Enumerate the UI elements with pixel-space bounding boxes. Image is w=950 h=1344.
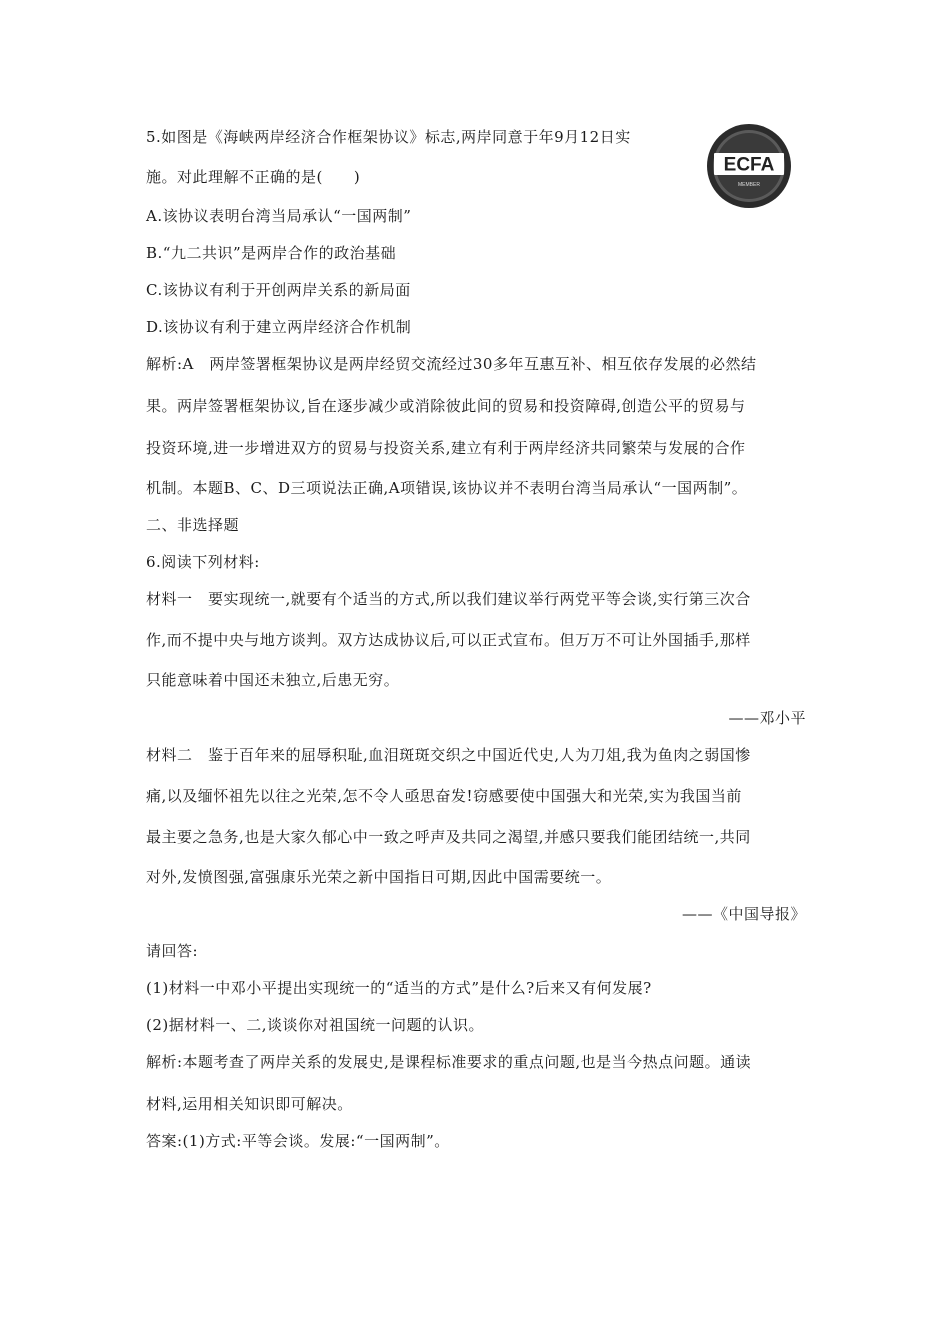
q5-analysis-line-3: 投资环境,进一步增进双方的贸易与投资关系,建立有利于两岸经济共同繁荣与发展的合作: [146, 439, 746, 457]
q5-stem-line-2: 施。对此理解不正确的是( ): [146, 168, 361, 186]
material-2-source: ——《中国导报》: [681, 905, 806, 923]
q6-prompt: 请回答:: [146, 942, 199, 960]
material-2-line-4: 对外,发愤图强,富强康乐光荣之新中国指日可期,因此中国需要统一。: [146, 868, 612, 886]
material-2-line-3: 最主要之急务,也是大家久郁心中一致之呼声及共同之渴望,并感只要我们能团结统一,共同: [146, 828, 751, 846]
q6-intro: 6.阅读下列材料:: [146, 553, 260, 571]
q5-analysis-line-2: 果。两岸签署框架协议,旨在逐步减少或消除彼此间的贸易和投资障碍,创造公平的贸易与: [146, 397, 746, 415]
q6-question-2: (2)据材料一、二,谈谈你对祖国统一问题的认识。: [146, 1016, 485, 1034]
q5-option-b: B.“九二共识”是两岸合作的政治基础: [146, 244, 397, 262]
q5-option-d: D.该协议有利于建立两岸经济合作机制: [146, 318, 412, 336]
section-heading: 二、非选择题: [146, 516, 240, 534]
q6-analysis-line-2: 材料,运用相关知识即可解决。: [146, 1095, 353, 1113]
q5-option-c: C.该协议有利于开创两岸关系的新局面: [146, 281, 411, 299]
q5-analysis-line-4: 机制。本题B、C、D三项说法正确,A项错误,该协议并不表明台湾当局承认“一国两制”。: [146, 479, 748, 497]
q5-option-a: A.该协议表明台湾当局承认“一国两制”: [146, 207, 412, 225]
q5-analysis-line-1: 解析:A 两岸签署框架协议是两岸经贸交流经过30多年互惠互补、相互依存发展的必然结: [146, 355, 757, 373]
ecfa-logo-text: ECFA: [723, 154, 775, 176]
material-1-line-2: 作,而不提中央与地方谈判。双方达成协议后,可以正式宣布。但万万不可让外国插手,那样: [146, 631, 751, 649]
ecfa-logo-subtext: MEMBER: [738, 182, 760, 188]
material-1-line-3: 只能意味着中国还未独立,后患无穷。: [146, 671, 400, 689]
material-2-line-2: 痛,以及缅怀祖先以往之光荣,怎不令人亟思奋发!窃感要使中国强大和光荣,实为我国当前: [146, 787, 742, 805]
q6-question-1: (1)材料一中邓小平提出实现统一的“适当的方式”是什么?后来又有何发展?: [146, 979, 652, 997]
q5-stem-line-1: 5.如图是《海峡两岸经济合作框架协议》标志,两岸同意于年9月12日实: [146, 128, 631, 146]
material-1-source: ——邓小平: [728, 709, 806, 727]
material-1-line-1: 材料一 要实现统一,就要有个适当的方式,所以我们建议举行两党平等会谈,实行第三次合: [146, 590, 751, 608]
q6-answer: 答案:(1)方式:平等会谈。发展:“一国两制”。: [146, 1132, 450, 1150]
material-2-line-1: 材料二 鉴于百年来的屈辱积耻,血泪斑斑交织之中国近代史,人为刀俎,我为鱼肉之弱国惨: [146, 746, 751, 764]
q6-analysis-line-1: 解析:本题考查了两岸关系的发展史,是课程标准要求的重点问题,也是当今热点问题。通读: [146, 1053, 752, 1071]
ecfa-logo: [706, 123, 792, 209]
